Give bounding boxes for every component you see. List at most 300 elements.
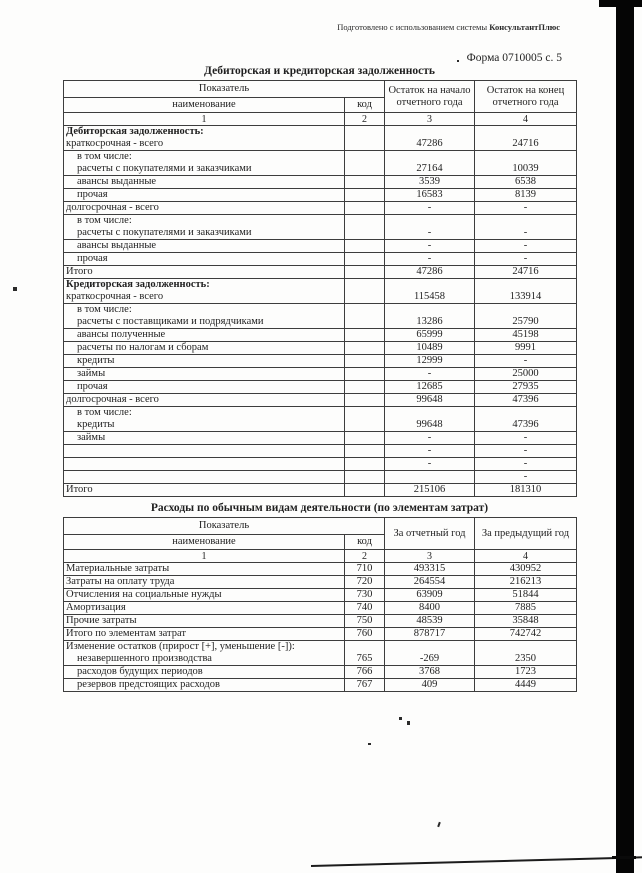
- value-begin-year-text: 47286: [416, 266, 443, 277]
- value-end-year: [475, 329, 577, 342]
- value-begin-year-text: 12685: [416, 381, 443, 392]
- row-label-cell: [64, 563, 345, 576]
- row-code-cell: [345, 445, 385, 458]
- row-code-cell: [345, 202, 385, 215]
- row-code-value: [347, 394, 382, 406]
- value-report-year: [385, 615, 475, 628]
- row-label-cell: [64, 589, 345, 602]
- value-report-year-text: 63909: [416, 589, 443, 600]
- value-end-year: [475, 202, 577, 215]
- value-begin-year: [385, 215, 475, 240]
- header-column-number: 2: [345, 113, 385, 126]
- value-end-year-text: 24716: [512, 138, 539, 149]
- value-report-year: [385, 641, 475, 666]
- scan-speck: [13, 287, 17, 291]
- table-row: [64, 576, 577, 589]
- row-label-line: [66, 458, 342, 470]
- row-label-cell: [64, 368, 345, 381]
- row-code-cell: [345, 215, 385, 240]
- value-prev-year: [475, 641, 577, 666]
- value-report-year-text: 3768: [419, 666, 440, 677]
- value-begin-year-text: -: [427, 253, 432, 264]
- header-code: код: [345, 98, 385, 113]
- value-prev-year-text: 216213: [509, 576, 542, 587]
- value-prev-year-text: 742742: [509, 628, 542, 639]
- value-end-year-text: 27935: [512, 381, 539, 392]
- header-col4: Остаток на конец отчетного года: [475, 81, 577, 113]
- row-code-value: [347, 202, 382, 214]
- row-label-line: авансы выданные: [77, 240, 157, 251]
- value-end-year: [475, 253, 577, 266]
- row-label-cell: [64, 576, 345, 589]
- scan-speck: [457, 60, 459, 62]
- table-row: [64, 329, 577, 342]
- row-code-cell: [345, 394, 385, 407]
- header-column-number: 3: [385, 550, 475, 563]
- value-end-year: [475, 266, 577, 279]
- row-code-cell: [345, 126, 385, 151]
- value-begin-year: [385, 458, 475, 471]
- table-row: [64, 666, 577, 679]
- value-prev-year: [475, 589, 577, 602]
- value-begin-year: [385, 471, 475, 484]
- row-label-line: Прочие затраты: [66, 615, 137, 626]
- value-prev-year-text: 51844: [512, 589, 539, 600]
- row-label-cell: [64, 602, 345, 615]
- scan-speck: [368, 743, 371, 745]
- table-row: [64, 279, 577, 304]
- table-row: [64, 215, 577, 240]
- table-row: [64, 202, 577, 215]
- prepared-note-brand: КонсультантПлюс: [489, 22, 560, 32]
- value-end-year-text: 6538: [515, 176, 536, 187]
- row-code-cell: [345, 602, 385, 615]
- row-code-value: [347, 471, 382, 483]
- value-end-year-text: -: [523, 202, 528, 213]
- scan-edge-bar-cap: [599, 0, 642, 7]
- scan-bottom-dash: [612, 856, 636, 859]
- value-end-year: [475, 279, 577, 304]
- debt-table-title: Дебиторская и кредиторская задолженность: [204, 65, 435, 77]
- row-code-value: [347, 329, 382, 341]
- prepared-note-prefix: Подготовлено с использованием системы: [337, 22, 490, 32]
- header-column-number: 3: [385, 113, 475, 126]
- value-end-year: [475, 407, 577, 432]
- value-end-year-text: 24716: [512, 266, 539, 277]
- value-begin-year: [385, 355, 475, 368]
- row-label-line: расчеты по налогам и сборам: [77, 342, 209, 353]
- table-row: [64, 589, 577, 602]
- row-label-cell: [64, 202, 345, 215]
- row-label-line: Затраты на оплату труда: [66, 576, 175, 587]
- value-begin-year: [385, 189, 475, 202]
- row-label-line: в том числе:: [77, 304, 132, 315]
- value-begin-year-text: 3539: [419, 176, 440, 187]
- scan-bottom-line: [311, 856, 642, 867]
- row-label-cell: [64, 381, 345, 394]
- value-begin-year-text: -: [427, 227, 432, 238]
- row-code-value: 750: [356, 615, 373, 626]
- value-report-year-text: 493315: [413, 563, 446, 574]
- row-label-cell: [64, 471, 345, 484]
- table-row: [64, 189, 577, 202]
- value-begin-year-text: 13286: [416, 316, 443, 327]
- value-report-year: [385, 628, 475, 641]
- value-end-year: [475, 189, 577, 202]
- row-label-cell: [64, 484, 345, 497]
- value-begin-year-text: -: [427, 432, 432, 443]
- row-label-cell: [64, 666, 345, 679]
- row-label-line: Дебиторская задолженность:: [66, 126, 204, 137]
- header-indicator: Показатель: [64, 518, 385, 535]
- row-code-cell: [345, 563, 385, 576]
- row-label-line: в том числе:: [77, 407, 132, 418]
- row-label-line: авансы полученные: [77, 329, 166, 340]
- value-end-year-text: -: [523, 471, 528, 482]
- row-code-value: [347, 176, 382, 188]
- row-label-cell: [64, 304, 345, 329]
- row-label-line: Отчисления на социальные нужды: [66, 589, 222, 600]
- header-name: наименование: [64, 98, 345, 113]
- row-code-value: 760: [356, 628, 373, 639]
- value-begin-year: [385, 407, 475, 432]
- value-begin-year-text: 10489: [416, 342, 443, 353]
- row-code-cell: [345, 253, 385, 266]
- value-begin-year: [385, 381, 475, 394]
- value-prev-year: [475, 615, 577, 628]
- expenses-table: [63, 517, 577, 692]
- value-prev-year-text: 4449: [515, 679, 536, 690]
- value-end-year: [475, 176, 577, 189]
- row-label-line: прочая: [77, 189, 108, 200]
- row-code-value: [347, 342, 382, 354]
- value-end-year-text: -: [523, 445, 528, 456]
- value-report-year-text: 8400: [419, 602, 440, 613]
- table-row: [64, 602, 577, 615]
- value-begin-year: [385, 253, 475, 266]
- table-row: [64, 253, 577, 266]
- header-column-number: 4: [475, 113, 577, 126]
- value-end-year: [475, 484, 577, 497]
- value-begin-year: [385, 279, 475, 304]
- header-col3: Остаток на начало отчетного года: [385, 81, 475, 113]
- value-begin-year-text: -: [427, 445, 432, 456]
- table-row: [64, 641, 577, 666]
- value-end-year: [475, 126, 577, 151]
- value-begin-year-text: -: [427, 202, 432, 213]
- row-label-line: резервов предстоящих расходов: [77, 679, 220, 690]
- row-label-cell: [64, 126, 345, 151]
- row-label-line: расчеты с покупателями и заказчиками: [77, 227, 252, 238]
- value-end-year-text: 47396: [512, 419, 539, 430]
- value-end-year-text: 10039: [512, 163, 539, 174]
- row-code-cell: [345, 615, 385, 628]
- value-begin-year-text: 65999: [416, 329, 443, 340]
- row-label-cell: [64, 615, 345, 628]
- row-label-line: долгосрочная - всего: [66, 202, 159, 213]
- row-code-cell: [345, 279, 385, 304]
- row-label-cell: [64, 641, 345, 666]
- header-column-number: 1: [64, 550, 345, 563]
- value-end-year: [475, 381, 577, 394]
- value-end-year: [475, 151, 577, 176]
- value-prev-year: [475, 679, 577, 692]
- value-end-year-text: 25790: [512, 316, 539, 327]
- value-prev-year-text: 35848: [512, 615, 539, 626]
- table-row: [64, 407, 577, 432]
- table-row: [64, 445, 577, 458]
- row-code-cell: [345, 576, 385, 589]
- table-row: [64, 126, 577, 151]
- row-label-cell: [64, 176, 345, 189]
- row-label-line: краткосрочная - всего: [66, 138, 164, 149]
- value-end-year-text: -: [523, 227, 528, 238]
- value-end-year-text: 181310: [509, 484, 542, 495]
- row-code-value: [347, 458, 382, 470]
- row-label-line: расчеты с поставщиками и подрядчиками: [77, 316, 264, 327]
- value-begin-year-text: 99648: [416, 419, 443, 430]
- row-code-value: [347, 368, 382, 380]
- row-label-cell: [64, 432, 345, 445]
- row-label-cell: [64, 253, 345, 266]
- value-end-year-text: 45198: [512, 329, 539, 340]
- value-report-year-text: 264554: [413, 576, 446, 587]
- row-code-cell: [345, 407, 385, 432]
- table-row: [64, 432, 577, 445]
- row-code-value: [347, 266, 382, 278]
- row-label-cell: [64, 445, 345, 458]
- row-label-cell: [64, 240, 345, 253]
- value-end-year: [475, 355, 577, 368]
- row-code-cell: [345, 432, 385, 445]
- value-prev-year: [475, 628, 577, 641]
- table-row: [64, 458, 577, 471]
- value-begin-year: [385, 176, 475, 189]
- row-label-line: Итого: [66, 484, 93, 495]
- value-begin-year: [385, 368, 475, 381]
- value-report-year-text: -269: [419, 653, 440, 664]
- value-begin-year: [385, 445, 475, 458]
- value-begin-year: [385, 202, 475, 215]
- value-report-year: [385, 679, 475, 692]
- value-prev-year-text: 2350: [515, 653, 536, 664]
- value-end-year-text: 8139: [515, 189, 536, 200]
- row-label-line: авансы выданные: [77, 176, 157, 187]
- header-col3: За отчетный год: [385, 518, 475, 550]
- value-begin-year-text: [387, 471, 472, 483]
- value-report-year-text: 409: [421, 679, 438, 690]
- value-end-year: [475, 240, 577, 253]
- row-code-cell: [345, 381, 385, 394]
- scan-speck: [437, 822, 441, 827]
- value-end-year-text: 25000: [512, 368, 539, 379]
- row-label-cell: [64, 679, 345, 692]
- row-code-value: [347, 163, 382, 175]
- value-prev-year: [475, 563, 577, 576]
- table-row: [64, 368, 577, 381]
- value-report-year: [385, 602, 475, 615]
- expenses-table-title: Расходы по обычным видам деятельности (по элементам затрат): [150, 502, 489, 514]
- value-end-year: [475, 304, 577, 329]
- header-column-number: 2: [345, 550, 385, 563]
- table-row: [64, 151, 577, 176]
- row-code-cell: [345, 589, 385, 602]
- table-row: [64, 394, 577, 407]
- row-label-line: Материальные затраты: [66, 563, 170, 574]
- value-end-year: [475, 215, 577, 240]
- value-begin-year-text: 27164: [416, 163, 443, 174]
- row-code-cell: [345, 151, 385, 176]
- value-end-year-text: -: [523, 458, 528, 469]
- value-begin-year: [385, 432, 475, 445]
- row-code-value: [347, 445, 382, 457]
- value-prev-year-text: 430952: [509, 563, 542, 574]
- row-code-cell: [345, 484, 385, 497]
- row-code-cell: [345, 189, 385, 202]
- value-end-year-text: 9991: [515, 342, 536, 353]
- value-begin-year-text: -: [427, 240, 432, 251]
- value-begin-year: [385, 329, 475, 342]
- row-label-line: прочая: [77, 253, 108, 264]
- scan-speck: [399, 717, 402, 720]
- row-code-cell: [345, 679, 385, 692]
- row-code-value: 765: [356, 653, 373, 664]
- header-column-number: 4: [475, 550, 577, 563]
- table-row: [64, 628, 577, 641]
- value-prev-year: [475, 666, 577, 679]
- row-code-value: [347, 381, 382, 393]
- row-code-cell: [345, 266, 385, 279]
- value-end-year: [475, 342, 577, 355]
- value-report-year: [385, 666, 475, 679]
- table-row: [64, 176, 577, 189]
- row-label-line: Кредиторская задолженность:: [66, 279, 210, 290]
- value-begin-year: [385, 342, 475, 355]
- row-code-cell: [345, 329, 385, 342]
- value-prev-year-text: 7885: [515, 602, 536, 613]
- form-number-label: Форма 0710005 с. 5: [466, 52, 562, 64]
- row-label-line: в том числе:: [77, 215, 132, 226]
- value-prev-year: [475, 602, 577, 615]
- table-row: [64, 563, 577, 576]
- value-begin-year: [385, 304, 475, 329]
- debt-table: [63, 80, 577, 497]
- row-label-line: долгосрочная - всего: [66, 394, 159, 405]
- row-label-line: [66, 445, 342, 457]
- table-row: [64, 304, 577, 329]
- value-begin-year-text: 12999: [416, 355, 443, 366]
- value-begin-year: [385, 266, 475, 279]
- header-column-number: 1: [64, 113, 345, 126]
- row-code-cell: [345, 355, 385, 368]
- row-label-line: Амортизация: [66, 602, 126, 613]
- value-end-year: [475, 471, 577, 484]
- row-label-line: кредиты: [77, 419, 115, 430]
- row-label-cell: [64, 342, 345, 355]
- value-end-year-text: -: [523, 253, 528, 264]
- row-label-line: расходов будущих периодов: [77, 666, 203, 677]
- header-indicator: Показатель: [64, 81, 385, 98]
- table-row: [64, 240, 577, 253]
- row-label-cell: [64, 215, 345, 240]
- value-begin-year-text: 16583: [416, 189, 443, 200]
- value-begin-year-text: 47286: [416, 138, 443, 149]
- row-code-value: 730: [356, 589, 373, 600]
- row-code-cell: [345, 628, 385, 641]
- row-label-cell: [64, 329, 345, 342]
- row-label-cell: [64, 266, 345, 279]
- row-code-cell: [345, 641, 385, 666]
- row-label-cell: [64, 189, 345, 202]
- value-report-year: [385, 563, 475, 576]
- value-end-year-text: -: [523, 432, 528, 443]
- value-begin-year-text: -: [427, 368, 432, 379]
- row-code-cell: [345, 471, 385, 484]
- value-end-year: [475, 458, 577, 471]
- table-row: [64, 484, 577, 497]
- row-code-cell: [345, 368, 385, 381]
- row-code-value: [347, 227, 382, 239]
- prepared-note: [337, 22, 560, 32]
- row-label-cell: [64, 628, 345, 641]
- row-label-cell: [64, 458, 345, 471]
- row-code-cell: [345, 666, 385, 679]
- row-code-value: [347, 484, 382, 496]
- row-label-cell: [64, 394, 345, 407]
- table-row: [64, 471, 577, 484]
- value-end-year-text: -: [523, 240, 528, 251]
- row-label-line: Итого: [66, 266, 93, 277]
- row-code-value: [347, 291, 382, 303]
- value-report-year-text: 878717: [413, 628, 446, 639]
- value-begin-year: [385, 240, 475, 253]
- scan-edge-bar: [616, 0, 634, 873]
- value-end-year: [475, 432, 577, 445]
- row-label-line: краткосрочная - всего: [66, 291, 164, 302]
- table-row: [64, 266, 577, 279]
- table-row: [64, 679, 577, 692]
- scan-speck: [407, 721, 410, 725]
- row-code-value: 767: [356, 679, 373, 690]
- value-begin-year-text: 99648: [416, 394, 443, 405]
- value-begin-year-text: 115458: [413, 291, 446, 302]
- header-code: код: [345, 535, 385, 550]
- row-code-cell: [345, 458, 385, 471]
- row-code-value: [347, 240, 382, 252]
- row-label-line: [66, 471, 342, 483]
- row-label-line: Итого по элементам затрат: [66, 628, 186, 639]
- value-report-year: [385, 576, 475, 589]
- row-code-cell: [345, 240, 385, 253]
- header-name: наименование: [64, 535, 345, 550]
- row-code-value: [347, 316, 382, 328]
- row-label-line: незавершенного производства: [77, 653, 212, 664]
- value-prev-year-text: 1723: [515, 666, 536, 677]
- value-end-year: [475, 394, 577, 407]
- row-label-cell: [64, 151, 345, 176]
- value-begin-year: [385, 484, 475, 497]
- value-begin-year: [385, 126, 475, 151]
- value-end-year-text: 47396: [512, 394, 539, 405]
- row-label-line: кредиты: [77, 355, 115, 366]
- value-end-year: [475, 368, 577, 381]
- row-label-line: Изменение остатков (прирост [+], уменьшение [-]):: [66, 641, 295, 652]
- row-code-cell: [345, 304, 385, 329]
- row-label-line: в том числе:: [77, 151, 132, 162]
- row-code-value: 720: [356, 576, 373, 587]
- value-report-year-text: 48539: [416, 615, 443, 626]
- value-begin-year: [385, 394, 475, 407]
